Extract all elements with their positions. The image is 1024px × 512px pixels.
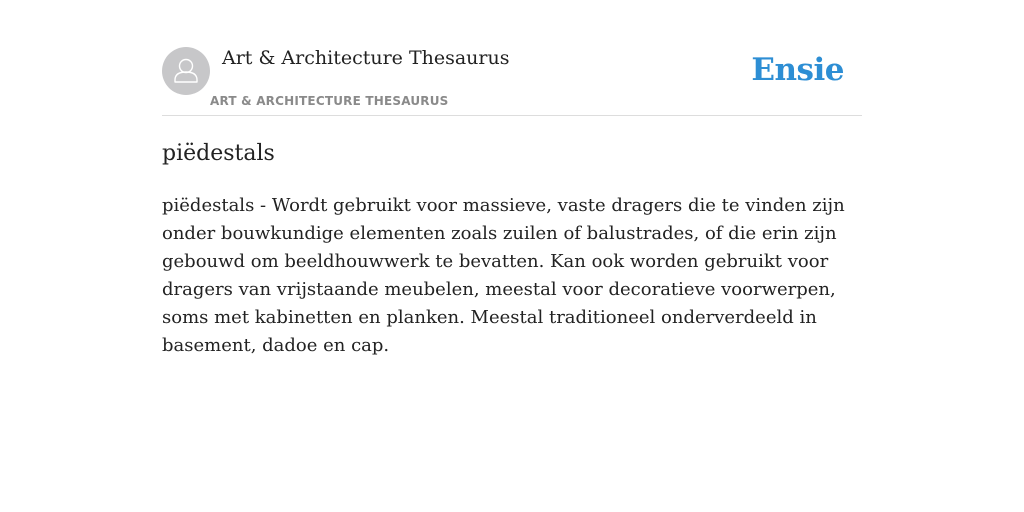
entry-body: piëdestals - Wordt gebruikt voor massieve, vaste dragers die te vinden zijn onder bouwkundige elementen zoals zuilen of balustrades, of die erin zijn gebouwd om beeldhouwwerk te bevatten. Kan ook worden gebruikt voor dragers van vrijstaande meubelen, meestal voor decoratieve voorwerpen, soms met kabinetten en planken. Meestal traditioneel onderverdeeld in basement, dadoe en cap. [162, 195, 845, 356]
entry-title: piëdestals [162, 141, 275, 166]
author-name[interactable]: Art & Architecture Thesaurus [222, 47, 510, 69]
ensie-logo[interactable]: Ensie [751, 52, 844, 88]
user-avatar-icon [162, 47, 210, 95]
avatar[interactable] [162, 47, 210, 95]
page [162, 0, 862, 512]
author-subtitle[interactable]: ART & ARCHITECTURE THESAURUS [210, 94, 449, 108]
header [162, 0, 862, 116]
